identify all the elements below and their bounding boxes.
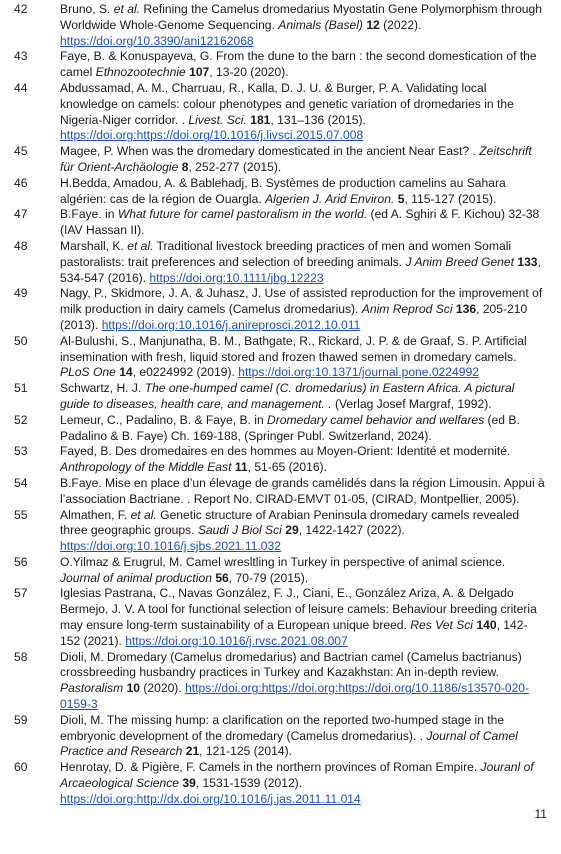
- reference-segment: (ed A. Sghiri & F. Kichou) 32-38 (IAV Hassan II).: [60, 207, 540, 238]
- reference-number: 43: [14, 49, 28, 64]
- reference-number: 56: [14, 554, 28, 569]
- reference-italic-text: Anim Reprod Sci: [361, 302, 453, 317]
- reference-number: 57: [14, 586, 28, 601]
- reference-segment: , 70-79 (2015).: [228, 570, 309, 585]
- reference-italic-text: Zeitschrift für Orient-Archäologie: [60, 144, 532, 174]
- reference-item: [0, 650, 561, 713]
- reference-segment: (ed B. Padalino & B. Faye) Ch. 169-188, (Springer Publ. Switzerland, 2024).: [60, 412, 520, 443]
- reference-segment: Fayed, B. Des dromedaires en des hommes au Moyen-Orient: Identité et modernité.: [60, 444, 511, 459]
- reference-item: [0, 49, 561, 81]
- reference-number: 48: [14, 238, 28, 253]
- reference-item: [0, 476, 561, 508]
- reference-segment: Almathen, F.: [60, 507, 131, 522]
- reference-italic-text: The one-humped camel (C. dromedarius) in Eastern Africa. A pictural guide to diseases, health care, and management. .: [60, 381, 515, 411]
- reference-segment: , 142-152 (2021).: [60, 618, 528, 648]
- reference-text: [60, 81, 561, 144]
- reference-segment: , 13-20 (2020).: [209, 65, 289, 80]
- reference-number: 46: [14, 175, 28, 190]
- reference-item: [0, 144, 561, 176]
- reference-volume: 10: [126, 681, 141, 696]
- reference-segment: Genetic structure of Arabian Peninsula dromedary camels revealed three geographic groups.: [60, 507, 520, 538]
- reference-item: [0, 713, 561, 760]
- reference-volume: 21: [185, 744, 200, 759]
- reference-number: 52: [14, 412, 28, 427]
- reference-volume: 107: [189, 65, 210, 80]
- reference-italic-text: Animals (Basel): [278, 17, 363, 32]
- reference-segment: (2020).: [140, 681, 186, 696]
- reference-number: 44: [14, 80, 28, 95]
- reference-italic-text: J Anim Breed Genet: [405, 254, 514, 269]
- reference-text: [60, 207, 561, 239]
- reference-segment: , 205-210 (2013).: [60, 302, 528, 332]
- reference-item: [0, 413, 561, 445]
- reference-item: [0, 586, 561, 649]
- reference-italic-text: Algerien J. Arid Environ.: [265, 191, 395, 206]
- reference-text: [60, 508, 561, 555]
- reference-text: [60, 760, 561, 807]
- reference-italic-text: Journal of animal production: [60, 570, 212, 585]
- reference-text: [60, 286, 561, 333]
- reference-text: [60, 144, 561, 176]
- reference-italic-text: Pastoralism: [60, 681, 124, 696]
- doi-link[interactable]: https://doi.org:10.1016/j.anireprosci.2012.10.011: [101, 317, 361, 332]
- doi-link[interactable]: https://doi.org:10.1371/journal.pone.0224992: [238, 365, 479, 380]
- reference-segment: , 51-65 (2016).: [247, 460, 327, 475]
- reference-text: [60, 176, 561, 208]
- reference-italic-text: Journal of Camel Practice and Research: [60, 728, 518, 759]
- reference-list: [0, 2, 561, 808]
- reference-number: 47: [14, 207, 28, 222]
- reference-volume: 12: [366, 17, 380, 32]
- reference-text: [60, 49, 561, 81]
- doi-link[interactable]: https://doi.org:10.1016/j.rvsc.2021.08.007: [125, 633, 348, 648]
- reference-item: [0, 81, 561, 144]
- reference-item: [0, 508, 561, 555]
- reference-italic-text: Dromedary camel behavior and welfares: [267, 412, 485, 427]
- reference-italic-text: Jouranl of Arcaeological Science: [60, 760, 534, 791]
- reference-italic-text: Anthropology of the Middle East: [60, 460, 232, 475]
- reference-segment: , 1531-1539 (2012).: [195, 776, 303, 791]
- reference-volume: 11: [234, 460, 248, 475]
- doi-link[interactable]: https://doi.org:http://dx.doi.org/10.1016/j.jas.2011.11.014: [60, 791, 361, 806]
- reference-italic-text: et al.: [113, 2, 141, 16]
- doi-link[interactable]: https://doi.org/10.3390/ani12162068: [60, 33, 254, 48]
- reference-text: [60, 713, 561, 760]
- reference-volume: 140: [476, 618, 497, 633]
- doi-link[interactable]: https://doi.org:10.1111/jbg.12223: [149, 270, 324, 285]
- reference-segment: Traditional livestock breeding practices of men and women Somali pastoralists: trait preferences and selection of breeding animals.: [60, 238, 512, 269]
- reference-item: [0, 2, 561, 49]
- reference-segment: Abdussamad, A. M., Charruau, R., Kalla, D. J. U. & Burger, P. A. Validating local knowledge on camels: colour phenotypes and genetic variation of dromedaries in the Nigeria-Niger corridor. .: [60, 80, 514, 127]
- reference-number: 50: [14, 333, 28, 348]
- reference-number: 59: [14, 712, 28, 727]
- reference-italic-text: Saudi J Biol Sci: [197, 523, 282, 538]
- reference-number: 60: [14, 760, 28, 775]
- reference-number: 54: [14, 475, 28, 490]
- reference-text: [60, 476, 561, 508]
- reference-text: [60, 650, 561, 713]
- doi-link[interactable]: https://doi.org:https://doi.org:https://doi.org/10.1186/s13570-020-0159-3: [60, 681, 530, 712]
- reference-segment: Lemeur, C., Padalino, B. & Faye, B. in: [60, 412, 268, 427]
- reference-volume: 5: [397, 191, 405, 206]
- reference-segment: , 252-277 (2015).: [188, 159, 282, 174]
- reference-italic-text: Res Vet Sci: [410, 618, 473, 633]
- reference-segment: , 1422-1427 (2022).: [298, 523, 405, 538]
- reference-number: 51: [14, 381, 28, 396]
- reference-item: [0, 381, 561, 413]
- reference-segment: H.Bedda, Amadou, A. & Bablehadj, B. Systèmes de production camelins au Sahara algérien: cas de la région de Ouargla.: [60, 175, 506, 206]
- reference-segment: B.Faye. in: [60, 207, 118, 222]
- reference-italic-text: Livest. Sci.: [188, 112, 247, 127]
- reference-segment: Bruno, S.: [60, 2, 114, 16]
- reference-segment: Marshall, K.: [60, 238, 128, 253]
- reference-volume: 39: [182, 776, 196, 791]
- reference-item: [0, 286, 561, 333]
- reference-segment: Schwartz, H. J.: [60, 381, 145, 396]
- reference-number: 49: [14, 286, 28, 301]
- reference-text: [60, 334, 561, 381]
- reference-italic-text: PLoS One: [60, 365, 116, 380]
- reference-italic-text: et al.: [130, 507, 157, 522]
- reference-text: [60, 239, 561, 286]
- reference-segment: , e0224992 (2019).: [132, 365, 239, 380]
- reference-number: 45: [14, 144, 28, 159]
- reference-segment: Refining the Camelus dromedarius Myostatin Gene Polymorphism through Worldwide Whole-Genome Sequencing.: [60, 2, 542, 32]
- reference-segment: Magee, P. When was the dromedary domesticated in the ancient Near East? .: [60, 144, 480, 159]
- reference-text: [60, 2, 561, 49]
- reference-text: [60, 381, 561, 413]
- reference-segment: Dioli, M. Dromedary (Camelus dromedarius) and Bactrian camel (Camelus bactrianus) crossbreeding husbandry practices in Turkey and Kazakhstan: An in-depth review.: [60, 649, 522, 680]
- reference-segment: Al-Bulushi, S., Manjunatha, B. M., Bathgate, R., Rickard, J. P. & de Graaf, S. P. Artificial insemination with fresh, liquid stored and frozen thawed semen in dromedary camels.: [60, 333, 527, 364]
- reference-volume: 14: [119, 365, 133, 380]
- reference-item: [0, 334, 561, 381]
- reference-segment: , 121-125 (2014).: [199, 744, 292, 759]
- reference-italic-text: et al.: [127, 238, 154, 253]
- reference-item: [0, 207, 561, 239]
- reference-number: 53: [14, 444, 28, 459]
- reference-segment: B.Faye. Mise en place d’un élevage de grands camélidés dans la région Limousin. Appui à l’association Bactriane. . Report No. CIRAD-EMVT 01-05, (CIRAD, Montpellier, 2005).: [60, 475, 545, 506]
- reference-volume: 181: [250, 112, 271, 127]
- reference-italic-text: What future for camel pastoralism in the world.: [117, 207, 368, 222]
- reference-segment: , 115-127 (2015).: [404, 191, 497, 206]
- reference-italic-text: Ethnozootechnie: [95, 65, 186, 80]
- reference-segment: (2022).: [379, 17, 422, 32]
- page-number: 11: [534, 807, 547, 821]
- reference-number: 55: [14, 507, 28, 522]
- reference-number: 58: [14, 649, 28, 664]
- reference-segment: Nagy, P., Skidmore, J. A. & Juhasz, J. Use of assisted reproduction for the improvement of milk production in dairy camels (Camelus dromedarius).: [60, 286, 543, 317]
- reference-text: [60, 444, 561, 476]
- reference-segment: Henrotay, D. & Pigière, F. Camels in the northern provinces of Roman Empire.: [60, 760, 481, 775]
- reference-volume: 133: [517, 254, 538, 269]
- reference-segment: Iglesias Pastrana, C., Navas González, F. J., Ciani, E., González Ariza, A. & Delgado Bermejo, J. V. A tool for functional selection of leisure camels: Behaviour breeding criteria may ensure long-term sustainability of a European unique breed.: [60, 586, 537, 633]
- reference-segment: O.Yilmaz & Erugrul, M. Camel wresltling in Turkey in perspective of animal science.: [60, 554, 506, 569]
- reference-segment: Dioli, M. The missing hump: a clarification on the reported two-humped stage in the embryonic development of the dromedary (Camelus dromedarius). .: [60, 712, 505, 743]
- reference-segment: (Verlag Josef Margraf, 1992).: [331, 396, 492, 411]
- reference-item: [0, 444, 561, 476]
- reference-volume: 29: [285, 523, 299, 538]
- reference-volume: 8: [181, 159, 189, 174]
- reference-segment: , 534-547 (2016).: [60, 254, 541, 285]
- reference-text: [60, 413, 561, 445]
- doi-link[interactable]: https://doi.org:10.1016/j.sjbs.2021.11.032: [60, 539, 281, 554]
- reference-segment: , 131–136 (2015).: [270, 112, 366, 127]
- reference-item: [0, 176, 561, 208]
- doi-link[interactable]: https://doi.org:https://doi.org/10.1016/j.livsci.2015.07.008: [60, 128, 364, 143]
- reference-text: [60, 555, 561, 587]
- reference-volume: 56: [215, 570, 229, 585]
- reference-volume: 136: [455, 302, 477, 317]
- reference-number: 42: [14, 2, 28, 16]
- reference-item: [0, 760, 561, 807]
- reference-text: [60, 586, 561, 649]
- reference-item: [0, 555, 561, 587]
- reference-segment: Faye, B. & Konuspayeva, G. From the dune to the barn : the second domestication of the camel: [60, 49, 537, 80]
- reference-item: [0, 239, 561, 286]
